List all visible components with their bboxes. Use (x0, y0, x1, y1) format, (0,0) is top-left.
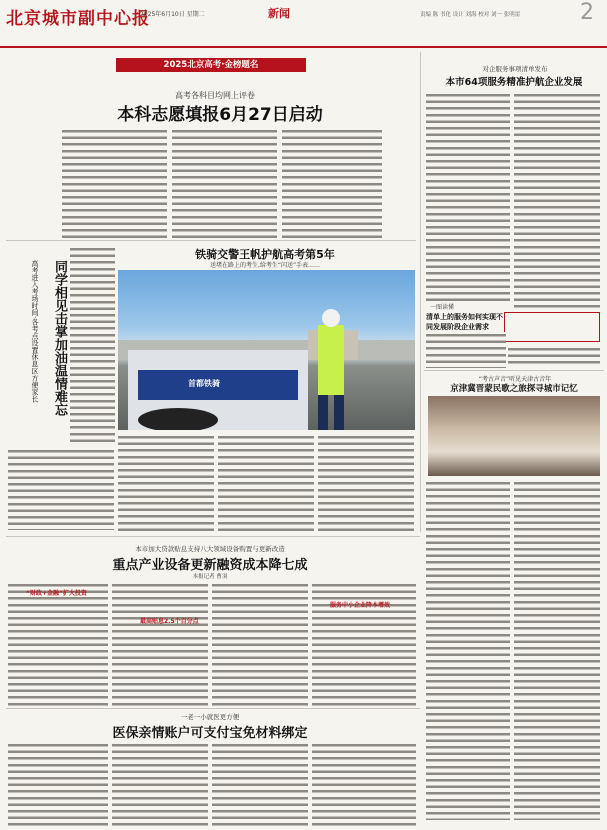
bottom1-subhead-1: “财政+金融”扩大投资 (26, 590, 87, 597)
vertical-subhead: 高考进入考场时间·各考点设置休息区方便家长 (31, 260, 39, 403)
lead-kicker: 高考各科目均网上评卷 (175, 91, 255, 100)
right3-column-2 (514, 480, 600, 820)
bottom2-column-2 (112, 742, 208, 826)
editor-credits: 责编 陈 书化 设计 刘海 校对 刘一 张明雷 (420, 12, 521, 18)
divider (424, 370, 604, 371)
story2-column-1 (118, 434, 214, 534)
lead-column-3 (282, 128, 382, 238)
masthead: 北京城市副中心报 (6, 9, 150, 29)
story2-headline: 铁骑交警王帆护航高考第5年 (195, 248, 335, 261)
feature-banner: 2025北京高考·金榜题名 (116, 58, 306, 72)
bottom1-column-1 (8, 582, 108, 706)
story2-column-2 (218, 434, 314, 534)
bottom2-headline: 医保亲情账户可支付宝免材料绑定 (112, 726, 308, 741)
right1-kicker: 对企服务事项清单发布 (482, 65, 548, 73)
page-header (0, 0, 607, 48)
bottom1-subhead-3: 服务中小企业降本增效 (330, 602, 391, 609)
column-rule (420, 52, 421, 532)
photo-caption: 首都铁骑 (188, 379, 220, 388)
folk-song-photo (428, 396, 600, 476)
bottom1-column-3 (212, 582, 308, 706)
right3-headline: 京津冀晋蒙民歌之旅探寻城市记忆 (450, 384, 578, 394)
page-number: 2 (580, 0, 594, 25)
lead-headline: 本科志愿填报6月27日启动 (117, 105, 323, 125)
right2-box (504, 312, 600, 342)
vertical-story-side-text (70, 246, 115, 446)
section-name: 新闻 (268, 7, 290, 20)
bottom1-column-2 (112, 582, 208, 706)
right1-headline: 本市64项服务精准护航企业发展 (445, 77, 583, 88)
story2-column-3 (318, 434, 414, 534)
bottom1-headline: 重点产业设备更新融资成本降七成 (112, 558, 308, 573)
right2-headline: 清单上的服务如何实现不同发展阶段企业需求 (426, 313, 503, 331)
right2-side-text (508, 346, 600, 368)
lead-column-1 (62, 128, 167, 238)
divider (6, 536, 420, 537)
story2-subhead: 送堵在路上的考生,给考生“闪送”手表…… (209, 262, 321, 269)
right1-column-2 (514, 92, 600, 312)
bottom2-column-3 (212, 742, 308, 826)
issue-date: 2025年6月10日 星期二 (140, 11, 205, 18)
bottom1-byline: 本报记者 曹羽 (192, 574, 228, 580)
right1-column-1 (426, 92, 510, 302)
lead-column-2 (172, 128, 277, 238)
bottom1-kicker: 本市加大贷款贴息支持八大领域设备购置与更新改造 (135, 545, 285, 553)
bottom2-column-4 (312, 742, 416, 826)
bottom2-column-1 (8, 742, 108, 826)
right2-kicker: 一图读懂 (430, 304, 455, 311)
divider (6, 240, 416, 241)
right3-kicker: “考古声音”听见天津古音年 (478, 376, 552, 383)
right2-text (426, 332, 506, 368)
bottom2-kicker: 一老一小就医更方便 (180, 713, 240, 721)
vertical-headline: 同学相见击掌加油温情难忘 (52, 260, 67, 416)
bottom1-subhead-2: 最高贴息2.5个百分点 (140, 618, 199, 625)
divider (6, 708, 420, 709)
traffic-police-photo (118, 270, 415, 430)
right3-column-1 (426, 480, 510, 820)
vertical-story-text (8, 448, 114, 530)
